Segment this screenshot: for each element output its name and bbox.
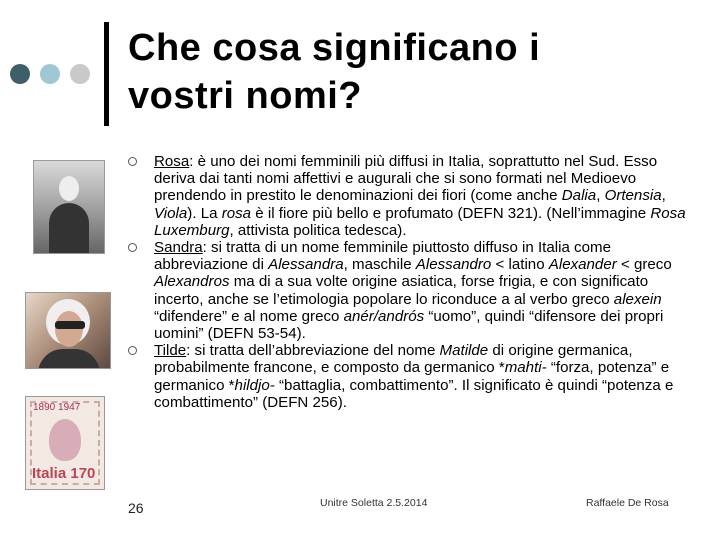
bullet-icon xyxy=(128,157,137,166)
list-item-rosa: Rosa: è uno dei nomi femminili più diffusi in Italia, soprattutto nel Sud. Esso deriva dai tanti nomi affettivi e augurali che si sono formati nel Medioevo prendendo in prestito le denominazioni dei fiori (come anche Dalia, Ortensia, Viola). La rosa è il fiore più bello e profumato (DEFN 321). (Nell’immagine Rosa Luxemburg, attivista politica tedesca). xyxy=(128,153,694,239)
decorative-dots xyxy=(10,64,96,86)
footer-center-text: Unitre Soletta 2.5.2014 xyxy=(320,497,428,509)
term-sandra: Sandra xyxy=(154,239,203,257)
portrait-head xyxy=(59,176,79,201)
bullet-icon xyxy=(128,346,137,355)
tilde-stamp xyxy=(25,396,105,490)
rosa-luxemburg-photo xyxy=(33,160,105,254)
dark-dot-icon xyxy=(10,64,30,84)
stamp-country-value: Italia 170 xyxy=(32,465,96,482)
stamp-portrait xyxy=(49,419,81,461)
portrait-body xyxy=(49,203,89,253)
portrait-body xyxy=(38,349,100,369)
title-line-1: Che cosa significano i xyxy=(128,27,541,69)
list-item-tilde: Tilde: si tratta dell’abbreviazione del nome Matilde di origine germanica, probabilmente francone, e composto da germanico *mahti- “forza, potenza” e germanico *hildjo- “battaglia, combattimento”. Il significato è quindi “potenza e combattimento” (DEFN 256). xyxy=(128,342,694,411)
stamp-years: 1890 1947 xyxy=(33,402,81,413)
portrait-glasses xyxy=(55,321,85,329)
sandra-photo xyxy=(25,292,111,369)
term-rosa: Rosa xyxy=(154,153,190,170)
bullet-list xyxy=(128,153,694,411)
slide-title xyxy=(128,24,688,120)
list-item-sandra: Sandra: si tratta di un nome femminile piuttosto diffuso in Italia come abbreviazione di Alessandra, maschile Alessandro < latino Alexander < greco Alexandros ma di a sua volte origine asiatica, forse frigia, e con significato incerto, anche se l’etimologia popolare lo riconduce a al verbo greco alexein “difendere” e al nome greco anér/andrós “uomo”, quindi “difensore dei propri uomini” (DEFN 53-54). xyxy=(128,239,694,342)
page-number: 26 xyxy=(128,500,144,516)
gray-dot-icon xyxy=(70,64,90,84)
footer-author: Raffaele De Rosa xyxy=(586,497,669,509)
term-tilde: Tilde xyxy=(154,342,187,360)
title-line-2: vostri nomi? xyxy=(128,75,363,117)
portrait-face xyxy=(55,311,83,347)
bullet-icon xyxy=(128,243,137,252)
title-divider xyxy=(104,22,109,126)
light-blue-dot-icon xyxy=(40,64,60,84)
